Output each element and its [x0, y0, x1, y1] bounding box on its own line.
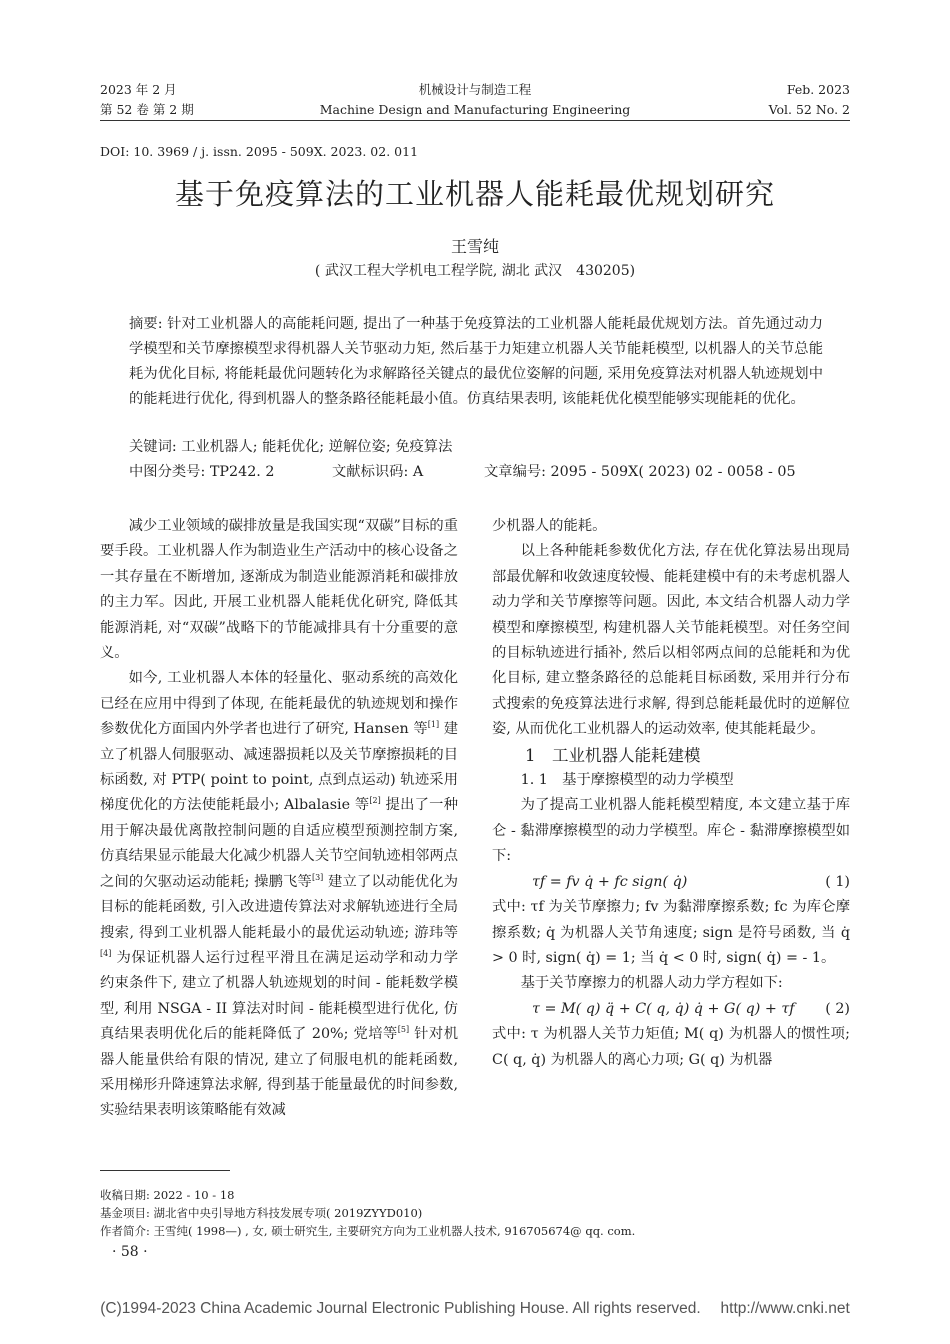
copyright-watermark: (C)1994-2023 China Academic Journal Electronic Publishing House. All rights reserved. http://www.cnki.net [100, 1300, 850, 1317]
keywords: 关键词: 工业机器人; 能耗优化; 逆解位姿; 免疫算法 [129, 439, 453, 455]
document-code: 文献标识码: A [332, 464, 424, 480]
intro-paragraph-1: 减少工业领域的碳排放量是我国实现“双碳”目标的重要手段。工业机器人作为制造业生产活动中的核心设备之一其存量在不断增加, 逐渐成为制造业能源消耗和碳排放的主力军。因此, 开展工业机器人能耗优化研究, 降低其能源消耗, 对“双碳”战略下的节能减排具有十分重要的意义。 [100, 518, 458, 662]
affiliation: ( 武汉工程大学机电工程学院, 湖北 武汉 430205) [314, 263, 636, 279]
paper-title: 基于免疫算法的工业机器人能耗最优规划研究 [174, 177, 775, 211]
author-bio: 作者简介: 王雪纯( 1998—) , 女, 硕士研究生, 主要研究方向为工业机器人技术, 916705674@ qq. com. [100, 1224, 636, 1238]
citation-4[interactable]: [4] [100, 949, 112, 959]
journal-name-en: Machine Design and Manufacturing Engineering [319, 102, 631, 117]
equation-1-explanation: 式中: τf 为关节摩擦力; fv 为黏滞摩擦系数; fc 为库仑摩擦系数; q̇ 为机器人关节角速度; sign 是符号函数, 当 q̇ > 0 时, sign( q̇) = 1; 当 q̇ < 0 时, sign( q̇) = - 1。 [492, 899, 850, 966]
clc-number: 中图分类号: TP242. 2 [129, 464, 275, 480]
footnote-divider [100, 1170, 230, 1171]
section-heading-1: 1 工业机器人能耗建模 [525, 745, 701, 765]
header-right [769, 80, 850, 120]
model-paragraph: 为了提高工业机器人能耗模型精度, 本文建立基于库仑 - 黏滞摩擦模型的动力学模型。库仑 - 黏滞摩擦模型如下: [492, 797, 850, 865]
received-date: 收稿日期: 2022 - 10 - 18 [100, 1188, 235, 1202]
citation-1[interactable]: [1] [427, 720, 440, 730]
subsection-heading-1-1: 1. 1 基于摩擦模型的动力学模型 [520, 772, 734, 789]
header-date-en: Feb. 2023 [786, 82, 850, 97]
page-number: · 58 · [112, 1244, 148, 1260]
left-column [100, 514, 458, 1124]
citation-3[interactable]: [3] [311, 872, 324, 882]
equation-1-number: ( 1) [825, 873, 850, 890]
header-volume-en: Vol. 52 No. 2 [768, 102, 850, 117]
header-volume: 第 52 卷 第 2 期 [100, 102, 194, 117]
dynamics-paragraph: 基于关节摩擦力的机器人动力学方程如下: [520, 975, 783, 992]
abstract: 摘要: 针对工业机器人的高能耗问题, 提出了一种基于免疫算法的工业机器人能耗最优规划方法。首先通过动力学模型和关节摩擦模型求得机器人关节驱动力矩, 然后基于力矩建立机器人关节能耗模型, 以机器人的关节总能耗为优化目标, 将能耗最优问题转化为求解路径关键点的最优位姿解的问题, 采用免疫算法对机器人轨迹规划中的能耗进行优化, 得到机器人的整条路径能耗最小值。仿真结果表明, 该能耗优化模型能够实现能耗的优化。 [129, 316, 823, 407]
citation-5[interactable]: [5] [397, 1025, 410, 1035]
equation-2-number: ( 2) [825, 1000, 850, 1017]
equation-1: τf = fv q̇ + fc sign( q̇) ( 1) [492, 870, 850, 895]
intro-continuation: 少机器人的能耗。 [492, 518, 607, 534]
citation-2[interactable]: [2] [369, 796, 381, 806]
author: 王雪纯 [450, 237, 499, 256]
intro-paragraph-2: 如今, 工业机器人本体的轻量化、驱动系统的高效化已经在应用中得到了体现, 在能耗最优的轨迹规划和操作参数优化方面国内外学者也进行了研究, Hansen 等[1] 建立了机器人伺服驱动、减速器损耗以及关节摩擦损耗的目标函数, 对 PTP( point to point, 点到点运动) 轨迹采用梯度优化的方法使能耗最小; Albalasie 等[2] 提出了一种用于解决最优离散控制问题的自适应模型预测控制方案, 仿真结果显示能最大化减少机器人关节空间轨迹相邻两点之间的欠驱动运动能耗; 操鹏飞等[3] 建立了以动能优化为目标的能耗函数, 引入改进遗传算法对求解轨迹进行全局搜索, 得到工业机器人能耗最小的最优运动轨迹; 游玮等[4] 为保证机器人运行过程平滑且在满足运动学和动力学约束条件下, 建立了机器人轨迹规划的时间 - 能耗数学模型, 利用 NSGA - II 算法对时间 - 能耗模型进行优化, 仿真结果表明优化后的能耗降低了 20%; 党培等[5] 针对机器人能量供给有限的情况, 建立了伺服电机的能耗函数, 采用梯形升降速算法求解, 得到基于能量最优的时间参数, 实验结果表明该策略能有效减 [100, 670, 459, 1119]
doi: DOI: 10. 3969 / j. issn. 2095 - 509X. 2023. 02. 011 [100, 144, 419, 159]
header-date: 2023 年 2 月 [100, 82, 177, 97]
journal-name-cn: 机械设计与制造工程 [418, 82, 532, 97]
fund-info: 基金项目: 湖北省中央引导地方科技发展专项( 2019ZYYD010) [100, 1206, 423, 1220]
intro-paragraph-3: 以上各种能耗参数优化方法, 存在优化算法易出现局部最优解和收敛速度较慢、能耗建模中有的未考虑机器人动力学和关节摩擦等问题。因此, 本文结合机器人动力学模型和摩擦模型, 构建机器人关节能耗模型。对任务空间的目标轨迹进行插补, 然后以相邻两点间的总能耗和为优化目标, 建立整条路径的总能耗目标函数, 采用并行分布式搜索的免疫算法进行求解, 得到总能耗最优时的逆解位姿, 从而优化工业机器人的运动效率, 使其能耗最少。 [492, 543, 850, 738]
equation-2: τ = M( q) q̈ + C( q, q̇) q̇ + G( q) + τf ( 2) [492, 997, 850, 1022]
equation-2-explanation: 式中: τ 为机器人关节力矩值; M( q) 为机器人的惯性项; C( q, q̇) 为机器人的离心力项; G( q) 为机器 [492, 1026, 850, 1068]
article-number: 文章编号: 2095 - 509X( 2023) 02 - 0058 - 05 [484, 464, 796, 480]
header-divider [100, 120, 850, 121]
footnotes [100, 1186, 860, 1240]
right-column [492, 514, 850, 1073]
